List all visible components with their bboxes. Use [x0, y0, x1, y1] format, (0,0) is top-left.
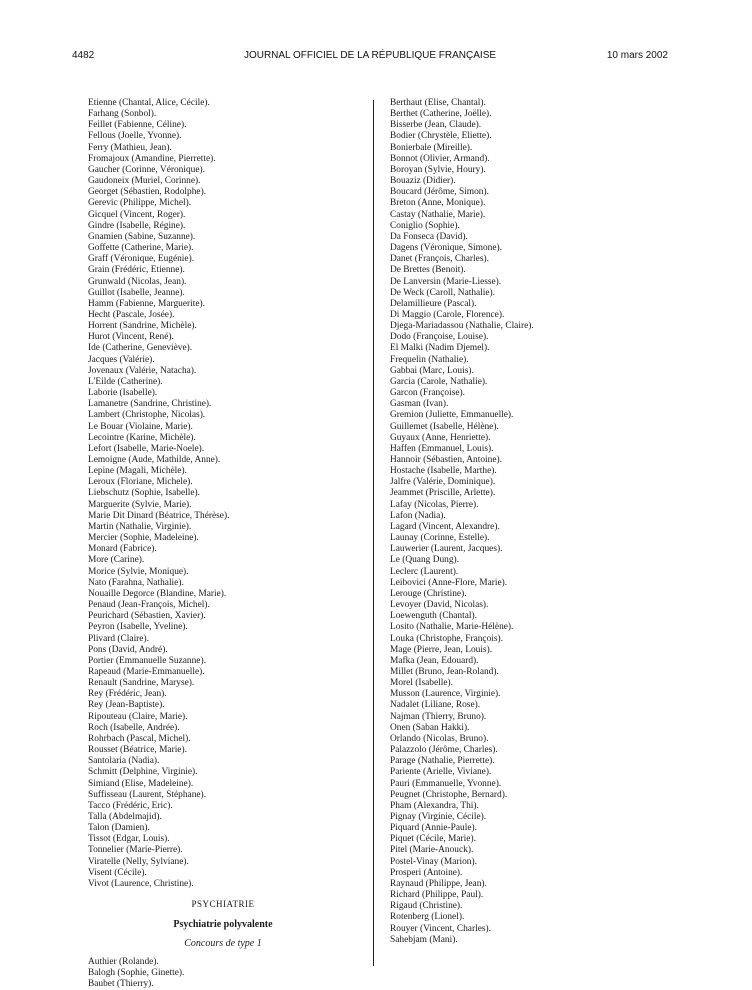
name-entry: Garcia (Carole, Nathalie).: [390, 376, 488, 387]
name-entry: Gindre (Isabelle, Régine).: [88, 220, 186, 231]
left-name-list: [88, 98, 358, 890]
page-number: 4482: [72, 50, 95, 61]
name-entry: Lauwerier (Laurent, Jacques).: [390, 544, 503, 555]
name-entry: Najman (Thierry, Bruno).: [390, 711, 487, 722]
column-divider: [373, 100, 374, 966]
left-column: [88, 98, 358, 990]
name-entry: Haffen (Emmanuel, Louis).: [390, 443, 494, 454]
name-entry: Breton (Anne, Monique).: [390, 198, 486, 209]
name-entry: Etienne (Chantal, Alice, Cécile).: [88, 98, 210, 108]
name-entry: Morel (Isabelle).: [390, 678, 453, 689]
name-entry: Leclerc (Laurent).: [390, 566, 459, 577]
name-entry: Coniglio (Sophie).: [390, 220, 460, 231]
name-entry: Ripouteau (Claire, Marie).: [88, 711, 188, 722]
name-entry: Goffette (Catherine, Marie).: [88, 243, 194, 254]
name-entry: Dodo (Françoise, Louise).: [390, 332, 489, 343]
name-entry: Bodier (Chrystèle, Eliette).: [390, 131, 492, 142]
name-entry: Nouaille Degorce (Blandine, Marie).: [88, 588, 227, 599]
name-entry: Jovenaux (Valérie, Natacha).: [88, 365, 197, 376]
name-entry: Viratelle (Nelly, Sylviane).: [88, 856, 189, 867]
name-entry: Piquard (Annie-Paule).: [390, 823, 477, 834]
name-entry: Hannoir (Sébastien, Antoine).: [390, 455, 502, 465]
name-entry: Jeammet (Priscille, Arlette).: [390, 488, 496, 499]
name-entry: Parage (Nathalie, Pierrette).: [390, 756, 495, 767]
name-entry: Lerouge (Christine).: [390, 588, 467, 599]
name-entry: Balogh (Sophie, Ginette).: [88, 967, 185, 978]
page-header: [72, 50, 668, 64]
name-entry: Suffisseau (Laurent, Stéphane).: [88, 789, 207, 800]
name-entry: Farhang (Sonbol).: [88, 109, 157, 120]
name-entry: Leibovici (Anne-Flore, Marie).: [390, 577, 508, 588]
name-entry: Boroyan (Sylvie, Houry).: [390, 164, 486, 175]
name-entry: Lamanetre (Sandrine, Christine).: [88, 399, 212, 410]
name-entry: Baubet (Thierry).: [88, 978, 154, 989]
name-entry: Lafay (Nicolas, Pierre).: [390, 499, 479, 510]
name-entry: Lafon (Nadia).: [390, 510, 446, 521]
name-entry: Vivot (Laurence, Christine).: [88, 878, 194, 889]
section-title: PSYCHIATRIE: [191, 899, 255, 910]
name-entry: Gabbai (Marc, Louis).: [390, 365, 474, 376]
name-entry: Danet (François, Charles).: [390, 254, 489, 265]
name-entry: Frequelin (Nathalie).: [390, 354, 469, 365]
name-entry: Di Maggio (Carole, Florence).: [390, 309, 505, 320]
name-entry: Palazzolo (Jérôme, Charles).: [390, 745, 498, 756]
name-entry: Bouaziz (Didier).: [390, 176, 456, 187]
name-entry: Santolaria (Nadia).: [88, 756, 160, 767]
name-entry: Rohrbach (Pascal, Michel).: [88, 733, 191, 744]
name-entry: Lemoigne (Aude, Mathilde, Anne).: [88, 455, 221, 465]
name-entry: Mage (Pierre, Jean, Louis).: [390, 644, 493, 655]
name-entry: Sahebjam (Mani).: [390, 934, 458, 945]
name-entry: Liebschutz (Sophie, Isabelle).: [88, 488, 200, 499]
name-entry: Lambert (Christophe, Nicolas).: [88, 410, 206, 421]
name-entry: Martin (Nathalie, Virginie).: [88, 521, 192, 532]
name-entry: Jalfre (Valérie, Dominique).: [390, 477, 496, 488]
name-entry: Tonnelier (Marie-Pierre).: [88, 845, 183, 856]
name-entry: Raynaud (Philippe, Jean).: [390, 878, 487, 889]
name-entry: El Malki (Nadim Djemel).: [390, 343, 490, 354]
name-entry: Losito (Nathalie, Marie-Hélène).: [390, 622, 514, 633]
name-entry: Penaud (Jean-François, Michel).: [88, 600, 210, 611]
name-entry: Gicquel (Vincent, Roger).: [88, 209, 186, 220]
name-entry: Rapeaud (Marie-Emmanuelle).: [88, 666, 205, 677]
name-entry: Lepine (Magali, Michèle).: [88, 466, 187, 477]
name-entry: Lagard (Vincent, Alexandre).: [390, 521, 500, 532]
name-entry: Rigaud (Christine).: [390, 901, 463, 912]
name-entry: Plivard (Claire).: [88, 633, 149, 644]
name-entry: Rey (Jean-Baptiste).: [88, 700, 165, 711]
name-entry: Launay (Corinne, Estelle).: [390, 533, 490, 544]
name-entry: Onen (Saban Hakki).: [390, 722, 470, 733]
name-entry: Renault (Sandrine, Maryse).: [88, 678, 195, 689]
name-entry: De Weck (Caroll, Nathalie).: [390, 287, 496, 298]
name-entry: Gremion (Juliette, Emmanuelle).: [390, 410, 514, 421]
name-entry: Feillet (Fabienne, Céline).: [88, 120, 187, 131]
name-entry: Nadalet (Liliane, Rose).: [390, 700, 481, 711]
section-subtitle: Psychiatrie polyvalente: [173, 919, 273, 931]
name-entry: Loewenguth (Chantal).: [390, 611, 477, 622]
name-entry: Graff (Véronique, Eugénie).: [88, 254, 195, 265]
right-column: [390, 98, 680, 946]
name-entry: Boucard (Jérôme, Simon).: [390, 187, 489, 198]
name-entry: Richard (Philippe, Paul).: [390, 890, 484, 901]
name-entry: Postel-Vinay (Marion).: [390, 856, 477, 867]
name-entry: Bonierbale (Mireille).: [390, 142, 473, 153]
name-entry: Pignay (Virginie, Cécile).: [390, 812, 487, 822]
name-entry: Lefort (Isabelle, Marie-Noele).: [88, 443, 205, 454]
name-entry: Hostache (Isabelle, Marthe).: [390, 466, 497, 477]
name-entry: Monard (Fabrice).: [88, 544, 157, 555]
name-entry: Simiand (Elise, Madeleine).: [88, 778, 194, 789]
name-entry: Mafka (Jean, Edouard).: [390, 655, 479, 666]
name-entry: Grunwald (Nicolas, Jean).: [88, 276, 187, 287]
name-entry: Guyaux (Anne, Henriette).: [390, 432, 491, 443]
name-entry: Marie Dit Dinard (Béatrice, Thérèse).: [88, 510, 230, 521]
name-entry: Schmitt (Delphine, Virginie).: [88, 767, 198, 778]
name-entry: L'Eilde (Catherine).: [88, 376, 163, 387]
name-entry: Tissot (Edgar, Louis).: [88, 834, 170, 845]
name-entry: More (Carine).: [88, 555, 145, 566]
name-entry: Talon (Damien).: [88, 823, 150, 834]
name-entry: Rouyer (Vincent, Charles).: [390, 923, 491, 934]
name-entry: Ferry (Mathieu, Jean).: [88, 142, 172, 153]
name-entry: Jacques (Valérie).: [88, 354, 155, 365]
name-entry: Portier (Emmanuelle Suzanne).: [88, 655, 206, 666]
name-entry: Talla (Abdelmajid).: [88, 812, 162, 822]
name-entry: Bisserbe (Jean, Claude).: [390, 120, 482, 131]
name-entry: Authier (Rolande).: [88, 956, 159, 967]
name-entry: Nato (Farahna, Nathalie).: [88, 577, 184, 588]
name-entry: Garcon (Françoise).: [390, 388, 465, 399]
name-entry: Ide (Catherine, Geneviève).: [88, 343, 193, 354]
name-entry: Millet (Bruno, Jean-Roland).: [390, 666, 499, 677]
name-entry: Djega-Mariadassou (Nathalie, Claire).: [390, 321, 534, 332]
name-entry: Rotenberg (Lionel).: [390, 912, 465, 923]
left-name-list-after: [88, 957, 358, 990]
name-entry: Prosperi (Antoine).: [390, 867, 463, 878]
name-entry: Fellous (Joelle, Yvonne).: [88, 131, 182, 142]
name-entry: De Lanversin (Marie-Liesse).: [390, 276, 502, 287]
name-entry: Rey (Frédéric, Jean).: [88, 689, 167, 700]
name-entry: Orlando (Nicolas, Bruno).: [390, 733, 489, 744]
name-entry: Berthet (Catherine, Joëlle).: [390, 109, 492, 120]
name-entry: Gaudoneix (Muriel, Corinne).: [88, 176, 201, 187]
name-entry: Da Fonseca (David).: [390, 231, 468, 242]
name-entry: Marguerite (Sylvie, Marie).: [88, 499, 192, 510]
name-entry: Musson (Laurence, Virginie).: [390, 689, 501, 700]
name-entry: Leroux (Floriane, Michele).: [88, 477, 193, 488]
name-entry: Guillemet (Isabelle, Hélène).: [390, 421, 499, 432]
name-entry: Morice (Sylvie, Monique).: [88, 566, 189, 577]
name-entry: Piquet (Cécile, Marie).: [390, 834, 476, 845]
name-entry: Laborie (Isabelle).: [88, 388, 158, 399]
right-name-list: [390, 98, 680, 946]
name-entry: Fromajoux (Amandine, Pierrette).: [88, 153, 216, 164]
name-entry: Gasman (Ivan).: [390, 399, 449, 410]
name-entry: Tacco (Frédéric, Eric).: [88, 800, 173, 811]
name-entry: De Brettes (Benoit).: [390, 265, 466, 276]
name-entry: Le (Quang Dung).: [390, 555, 459, 566]
name-entry: Gerevic (Philippe, Michel).: [88, 198, 192, 209]
name-entry: Delamillieure (Pascal).: [390, 298, 477, 309]
name-entry: Gnamien (Sabine, Suzanne).: [88, 231, 196, 242]
name-entry: Berthaut (Elise, Chantal).: [390, 98, 486, 108]
name-entry: Bonnot (Olivier, Armand).: [390, 153, 490, 164]
name-entry: Guillot (Isabelle, Jeanne).: [88, 287, 185, 298]
name-entry: Peurichard (Sébastien, Xavier).: [88, 611, 206, 622]
name-entry: Horrent (Sandrine, Michèle).: [88, 321, 197, 332]
issue-date: 10 mars 2002: [606, 50, 668, 61]
name-entry: Dagens (Véronique, Simone).: [390, 243, 502, 254]
name-entry: Pariente (Arielle, Viviane).: [390, 767, 492, 778]
name-entry: Pauri (Emmanuelle, Yvonne).: [390, 778, 502, 789]
name-entry: Castay (Nathalie, Marie).: [390, 209, 486, 220]
name-entry: Peyron (Isabelle, Yveline).: [88, 622, 188, 633]
name-entry: Rousset (Béatrice, Marie).: [88, 745, 187, 756]
name-entry: Peugnet (Christophe, Bernard).: [390, 789, 508, 800]
name-entry: Pons (David, André).: [88, 644, 168, 655]
journal-title: JOURNAL OFFICIEL DE LA RÉPUBLIQUE FRANÇAISE: [243, 50, 497, 61]
concours-label: Concours de type 1: [184, 938, 262, 950]
name-entry: Pham (Alexandra, Thi).: [390, 800, 479, 811]
name-entry: Pitel (Marie-Anouck).: [390, 845, 474, 856]
name-entry: Roch (Isabelle, Andrée).: [88, 722, 180, 733]
name-entry: Louka (Christophe, François).: [390, 633, 503, 644]
name-entry: Levoyer (David, Nicolas).: [390, 600, 489, 611]
name-entry: Mercier (Sophie, Madeleine).: [88, 533, 199, 544]
name-entry: Visent (Cécile).: [88, 867, 147, 878]
name-entry: Hurot (Vincent, René).: [88, 332, 174, 343]
name-entry: Lecointre (Karine, Michèle).: [88, 432, 196, 443]
name-entry: Hamm (Fabienne, Marguerite).: [88, 298, 205, 309]
name-entry: Le Bouar (Violaine, Marie).: [88, 421, 193, 432]
name-entry: Grain (Frédéric, Etienne).: [88, 265, 185, 276]
name-entry: Hecht (Pascale, Josée).: [88, 309, 175, 320]
name-entry: Gaucher (Corinne, Véronique).: [88, 164, 205, 175]
name-entry: Georget (Sébastien, Rodolphe).: [88, 187, 207, 198]
